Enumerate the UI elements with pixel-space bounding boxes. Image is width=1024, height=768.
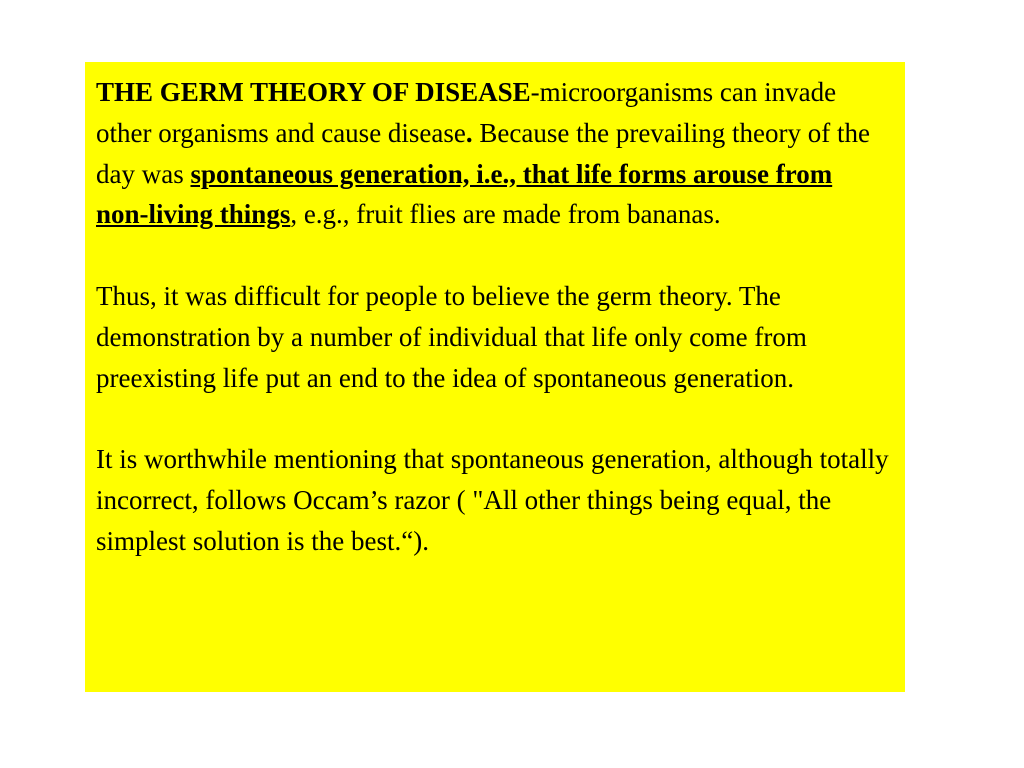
difficulty-paragraph: Thus, it was difficult for people to believe the germ theory. The demonstration by a number of individual that life only come from preexisting life put an end to the idea of spontaneous generation. <box>96 280 807 393</box>
occams-razor-paragraph: It is worthwhile mentioning that spontaneous generation, although totally incorrect, follows Occam’s razor ( "All other things being equal, the simplest solution is the best.“). <box>96 444 889 556</box>
spontaneous-generation-emphasis: spontaneous generation, i.e., that life forms arouse from non-living things <box>96 158 833 230</box>
yellow-text-box <box>85 62 905 692</box>
germ-theory-heading: THE GERM THEORY OF DISEASE <box>96 77 531 107</box>
prevailing-theory-intro: Because the prevailing theory of the day was <box>96 117 871 189</box>
definition-period: . <box>465 117 473 148</box>
germ-theory-definition: -microorganisms can invade other organisms and cause disease <box>96 77 837 148</box>
germ-theory-paragraph <box>96 72 891 235</box>
fruit-flies-example: , e.g., fruit flies are made from bananas. <box>290 199 721 230</box>
